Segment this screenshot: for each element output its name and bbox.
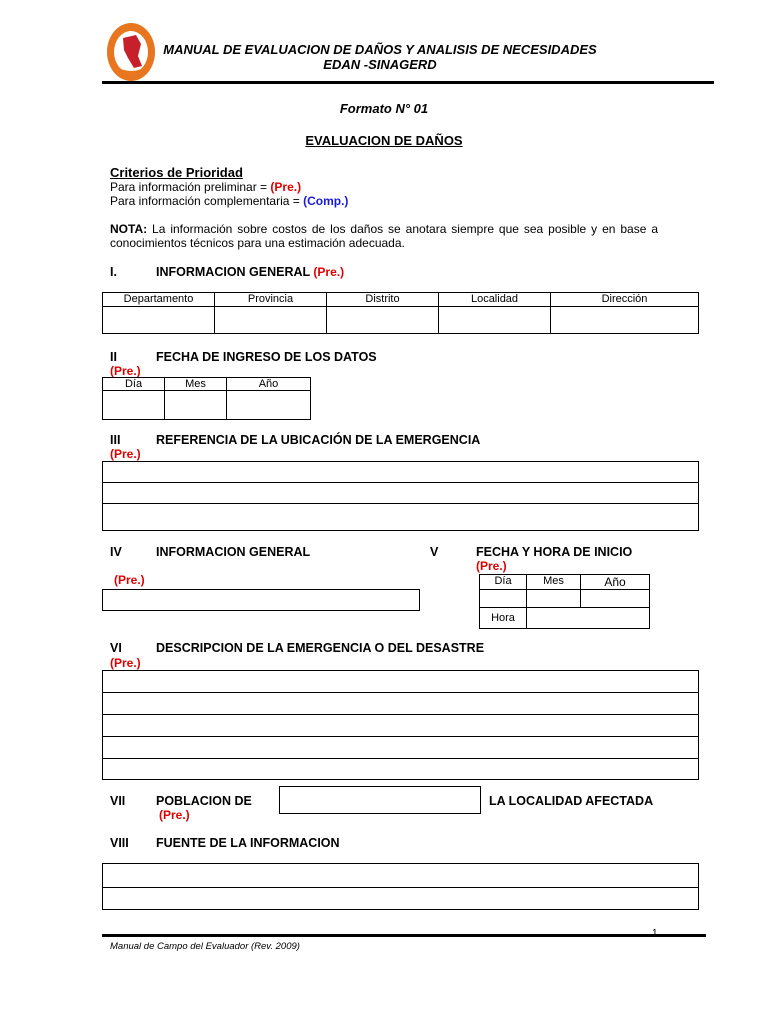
section-5-pre-tag: (Pre.) xyxy=(476,559,507,573)
section-1-pre-tag: (Pre.) xyxy=(313,265,345,279)
distrito-field[interactable] xyxy=(327,307,439,334)
col-distrito: Distrito xyxy=(327,293,439,307)
criteria-complementary-label: Para información complementaria = xyxy=(110,194,304,208)
section-2-pre-tag: (Pre.) xyxy=(110,364,141,378)
description-line-3 xyxy=(102,736,699,737)
header-line-2: EDAN -SINAGERD xyxy=(323,57,437,72)
col-departamento: Departamento xyxy=(103,293,215,307)
source-line-1 xyxy=(102,887,699,888)
section-7-title: POBLACION DE xyxy=(156,794,252,808)
section-5-title: FECHA Y HORA DE INICIO xyxy=(476,545,633,559)
departamento-field[interactable] xyxy=(103,307,215,334)
section-1-title xyxy=(156,265,344,279)
institution-logo xyxy=(106,22,156,82)
note-paragraph xyxy=(110,222,658,250)
document-title: EVALUACION DE DAÑOS xyxy=(305,133,463,148)
entry-month-field[interactable] xyxy=(165,391,227,420)
section-4-title: INFORMACION GENERAL xyxy=(156,545,311,559)
note-label: NOTA: xyxy=(110,222,148,236)
pre-tag: (Pre.) xyxy=(270,180,302,194)
emergency-description-box[interactable] xyxy=(102,670,699,780)
general-info-table xyxy=(102,292,699,334)
footer-rule xyxy=(102,934,706,937)
general-info-field[interactable] xyxy=(102,589,420,611)
start-datetime-table xyxy=(479,574,650,629)
section-1-number: I. xyxy=(110,265,117,279)
col-direccion: Dirección xyxy=(551,293,699,307)
section-4-pre-tag: (Pre.) xyxy=(114,573,145,587)
criteria-preliminary xyxy=(110,180,301,194)
entry-date-table xyxy=(102,377,311,420)
population-field[interactable] xyxy=(279,786,481,814)
hora-label: Hora xyxy=(480,608,527,629)
header-line-1: MANUAL DE EVALUACION DE DAÑOS Y ANALISIS DE NECESIDADES xyxy=(163,42,597,57)
start-year-field[interactable] xyxy=(581,590,650,608)
section-7-pre-tag: (Pre.) xyxy=(159,808,190,822)
section-1-title-text: INFORMACION GENERAL xyxy=(156,265,310,279)
description-line-1 xyxy=(102,692,699,693)
comp-tag: (Comp.) xyxy=(303,194,349,208)
start-month-field[interactable] xyxy=(527,590,581,608)
description-line-2 xyxy=(102,714,699,715)
section-2-title: FECHA DE INGRESO DE LOS DATOS xyxy=(156,350,377,364)
section-3-number: III xyxy=(110,433,121,447)
entry-day-field[interactable] xyxy=(103,391,165,420)
start-day-field[interactable] xyxy=(480,590,527,608)
note-text: La información sobre costos de los daños se anotara siempre que sea posible y en base a conocimientos técnicos para una estimación adecuada. xyxy=(110,222,658,250)
direccion-field[interactable] xyxy=(551,307,699,334)
col-dia-inicio: Día xyxy=(480,575,527,590)
col-dia: Día xyxy=(103,378,165,391)
format-number: Formato N° 01 xyxy=(339,101,429,116)
section-4-number: IV xyxy=(110,545,122,559)
col-mes-inicio: Mes xyxy=(527,575,581,590)
entry-year-field[interactable] xyxy=(227,391,311,420)
col-anio: Año xyxy=(227,378,311,391)
location-line-2 xyxy=(102,503,699,504)
section-6-title: DESCRIPCION DE LA EMERGENCIA O DEL DESASTRE xyxy=(156,641,485,655)
description-line-4 xyxy=(102,758,699,759)
header-rule xyxy=(102,81,714,84)
col-localidad: Localidad xyxy=(439,293,551,307)
page-number: 1 xyxy=(652,928,658,939)
footer-text: Manual de Campo del Evaluador (Rev. 2009) xyxy=(110,941,300,952)
section-5-number: V xyxy=(430,545,439,559)
col-provincia: Provincia xyxy=(215,293,327,307)
criteria-heading: Criterios de Prioridad xyxy=(110,165,243,180)
localidad-field[interactable] xyxy=(439,307,551,334)
col-anio-inicio: Año xyxy=(581,575,650,590)
section-8-title: FUENTE DE LA INFORMACION xyxy=(156,836,340,850)
location-line-1 xyxy=(102,482,699,483)
section-2-number: II xyxy=(110,350,117,364)
section-7-suffix: LA LOCALIDAD AFECTADA xyxy=(489,794,654,808)
section-3-pre-tag: (Pre.) xyxy=(110,447,141,461)
provincia-field[interactable] xyxy=(215,307,327,334)
section-6-number: VI xyxy=(110,641,122,655)
start-time-field[interactable] xyxy=(527,608,650,629)
section-6-pre-tag: (Pre.) xyxy=(110,656,141,670)
section-3-title: REFERENCIA DE LA UBICACIÓN DE LA EMERGENCIA xyxy=(156,433,481,447)
section-8-number: VIII xyxy=(110,836,129,850)
section-7-number: VII xyxy=(110,794,126,808)
location-reference-box[interactable] xyxy=(102,461,699,531)
criteria-complementary xyxy=(110,194,348,208)
criteria-preliminary-label: Para información preliminar = xyxy=(110,180,271,194)
col-mes: Mes xyxy=(165,378,227,391)
